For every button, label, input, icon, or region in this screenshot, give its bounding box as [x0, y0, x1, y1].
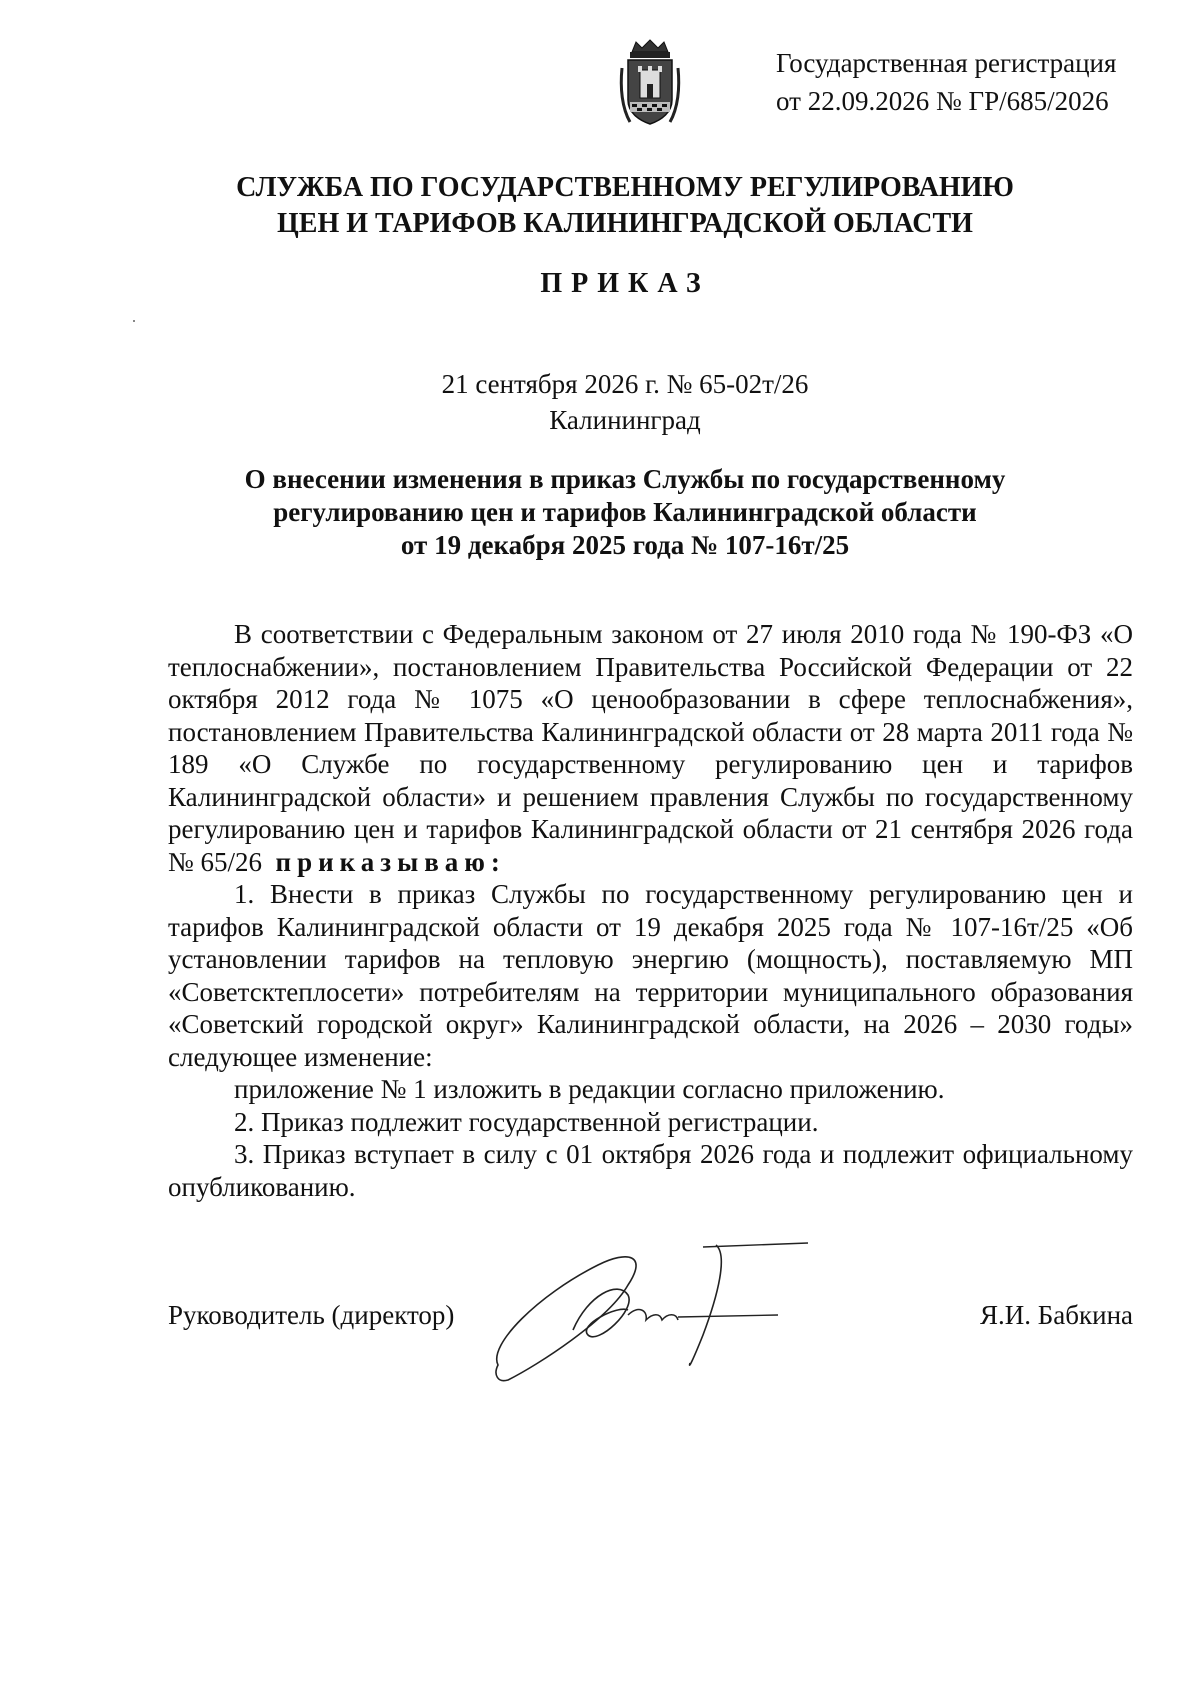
- coat-of-arms-icon: [618, 38, 682, 126]
- subject-line-3: от 19 декабря 2025 года № 107-16т/25: [400, 530, 850, 560]
- item-2: 2. Приказ подлежит государственной регистрации.: [234, 1106, 819, 1137]
- preamble-paragraph: [168, 618, 1133, 878]
- preamble-text: В соответствии с Федеральным законом от 27 июля 2010 года № 190-ФЗ «О теплоснабжении», постановлением Правительства Российской Федерации от 22 октября 2012 года № 1075 «О ценообразовании в сфере теплоснабжения», постановлением Правительства Калининградской области от 28 марта 2011 года № 189 «О Службе по государственному регулированию цен и тарифов Калининградской области» и решением правления Службы по государственному регулированию цен и тарифов Калининградской области от 21 сентября 2026 года № 65/26: [168, 619, 1133, 877]
- organization-name: [150, 170, 1100, 242]
- subject-line-2: регулированию цен и тарифов Калининградской области: [273, 497, 977, 527]
- scan-artifact: [133, 320, 135, 322]
- signer-name: Я.И. Бабкина: [980, 1300, 1133, 1330]
- registration-line-1: Государственная регистрация: [776, 48, 1117, 78]
- order-title: ПРИКАЗ: [540, 268, 710, 299]
- order-date-block: [150, 366, 1100, 438]
- order-word: приказываю:: [275, 846, 506, 877]
- subject-line-1: О внесении изменения в приказ Службы по государственному: [244, 464, 1006, 494]
- registration-info: [776, 44, 1136, 120]
- order-date-number: 21 сентября 2026 г. № 65-02т/26: [441, 369, 809, 399]
- order-city: Калининград: [549, 405, 701, 435]
- order-body: [168, 618, 1133, 1203]
- organization-line-2: ЦЕН И ТАРИФОВ КАЛИНИНГРАДСКОЙ ОБЛАСТИ: [277, 208, 973, 239]
- signer-title: Руководитель (директор): [168, 1300, 455, 1330]
- item-3: 3. Приказ вступает в силу с 01 октября 2026 года и подлежит официальному опубликованию.: [168, 1139, 1133, 1202]
- order-subject: [150, 463, 1100, 562]
- organization-line-1: СЛУЖБА ПО ГОСУДАРСТВЕННОМУ РЕГУЛИРОВАНИЮ: [236, 172, 1014, 203]
- signature-block: [168, 1290, 1133, 1370]
- registration-line-2: от 22.09.2026 № ГР/685/2026: [776, 86, 1109, 116]
- item-1: 1. Внести в приказ Службы по государственному регулированию цен и тарифов Калининградской области от 19 декабря 2025 года № 107-16т/25 «Об установлении тарифов на тепловую энергию (мощность), поставляемую МП «Советсктеплосети» потребителям на территории муниципального образования «Советский городской округ» Калининградской области, на 2026 – 2030 годы» следующее изменение:: [168, 879, 1133, 1072]
- item-1-detail: приложение № 1 изложить в редакции согласно приложению.: [234, 1074, 945, 1104]
